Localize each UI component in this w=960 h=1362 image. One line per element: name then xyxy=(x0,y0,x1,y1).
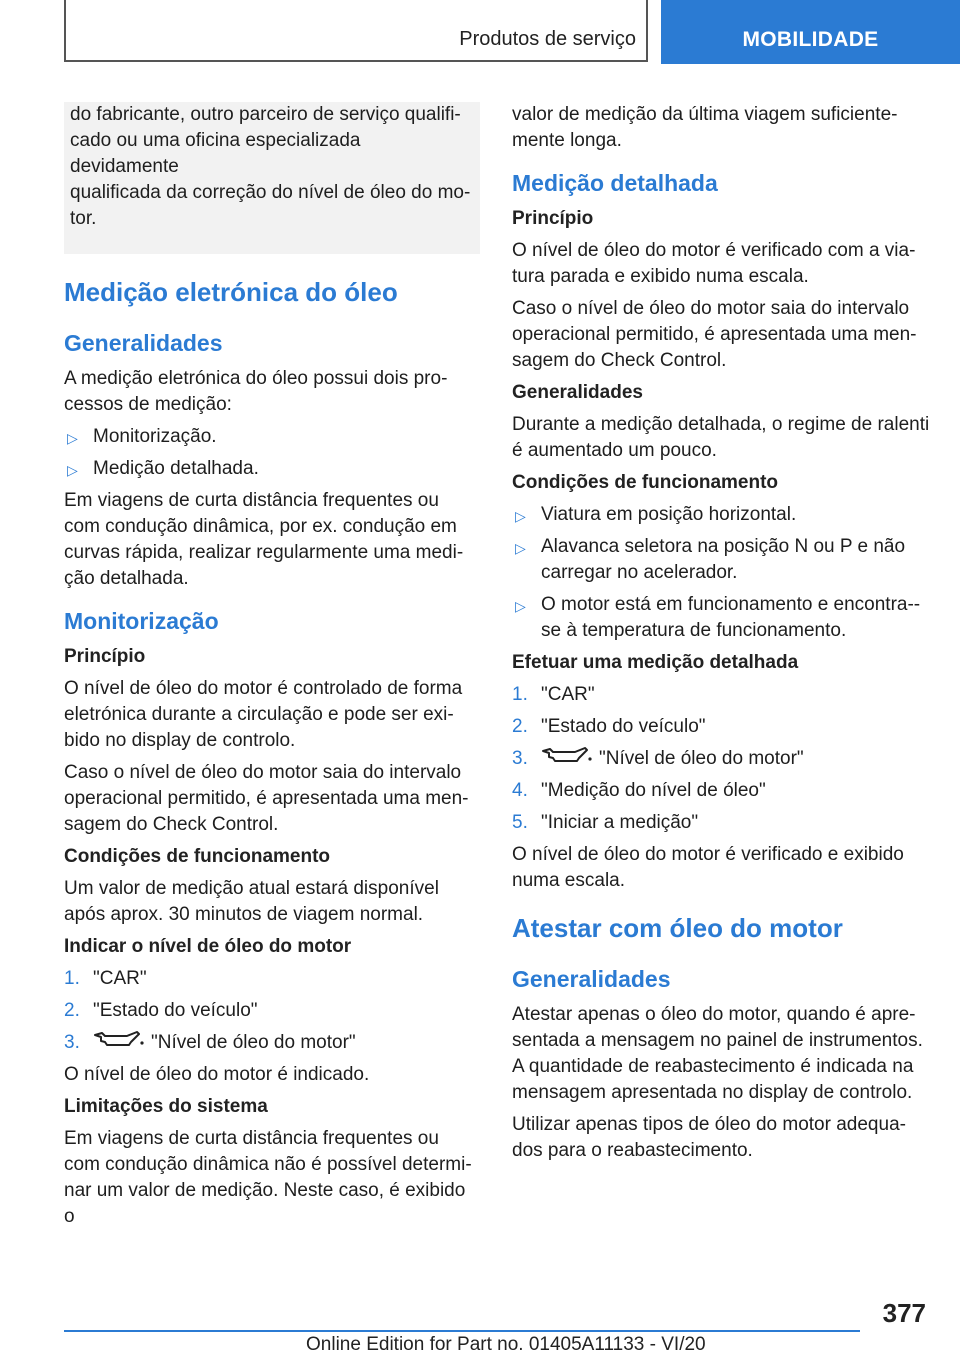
note-box xyxy=(64,102,480,254)
triangle-bullet-icon: ▷ xyxy=(67,462,78,478)
note-line: cado ou uma oficina especializada devidamente xyxy=(70,130,361,177)
page-number: 377 xyxy=(882,1298,926,1328)
bullet-list xyxy=(512,502,932,644)
heading-conditions: Condições de funcionamento xyxy=(512,472,779,493)
oil-can-icon xyxy=(541,746,593,772)
list-item: 2. "Estado do veículo" xyxy=(512,716,706,737)
left-column xyxy=(64,102,480,1236)
note-line: do fabricante, outro parceiro de serviço qualifi- xyxy=(70,104,461,125)
paragraph: A medição eletrónica do óleo possui dois pro-cessos de medição: xyxy=(64,368,448,415)
heading-generalities: Generalidades xyxy=(512,382,643,403)
list-item: ▷ Alavanca seletora na posição N ou P e não carregar no acelerador. xyxy=(515,536,906,583)
paragraph: Em viagens de curta distância frequentes ou com condução dinâmica, por ex. condução em curvas rápida, realizar regularmente uma medi-ção detalhada. xyxy=(64,490,464,589)
paragraph: O nível de óleo do motor é verificado com a via-tura parada e exibido numa escala. xyxy=(512,240,916,287)
list-item: 4. "Medição do nível de óleo" xyxy=(512,780,766,802)
numbered-list xyxy=(64,966,480,1056)
note-line: tor. xyxy=(70,208,97,229)
list-item: ▷ O motor está em funcionamento e encontra--se à temperatura de funcionamento. xyxy=(515,594,921,641)
heading-monitoring: Monitorização xyxy=(64,608,219,634)
paragraph: Em viagens de curta distância frequentes ou com condução dinâmica não é possível determi-nar um valor de medição. Neste caso, é exibido o xyxy=(64,1128,472,1228)
heading-perform-measurement: Efetuar uma medição detalhada xyxy=(512,652,799,673)
paragraph: Caso o nível de óleo do motor saia do intervalo operacional permitido, é apresentada uma men-sagem do Check Control. xyxy=(512,298,917,371)
heading-top-up-oil: Atestar com óleo do motor xyxy=(512,913,843,944)
bullet-list xyxy=(64,424,480,482)
paragraph: Utilizar apenas tipos de óleo do motor adequa-dos para o reabastecimento. xyxy=(512,1114,906,1162)
paragraph: Um valor de medição atual estará disponível após aprox. 30 minutos de viagem normal. xyxy=(64,878,439,925)
paragraph: Caso o nível de óleo do motor saia do intervalo operacional permitido, é apresentada uma men-sagem do Check Control. xyxy=(64,762,469,835)
list-item: 3. "Nível de óleo do motor" xyxy=(64,1030,480,1056)
list-item: ▷ Monitorização. xyxy=(64,424,480,450)
triangle-bullet-icon: ▷ xyxy=(515,540,526,556)
heading-system-limits: Limitações do sistema xyxy=(64,1096,268,1118)
heading-principle: Princípio xyxy=(64,646,146,667)
list-item: ▷ Medição detalhada. xyxy=(64,456,480,482)
header-section-title: Produtos de serviço xyxy=(459,28,636,50)
list-item: ▷ Viatura em posição horizontal. xyxy=(512,502,932,528)
list-item: 5. "Iniciar a medição" xyxy=(512,812,699,834)
heading-conditions: Condições de funcionamento xyxy=(64,846,331,867)
triangle-bullet-icon: ▷ xyxy=(515,598,526,614)
list-item: 1. "CAR" xyxy=(64,968,147,989)
paragraph: O nível de óleo do motor é indicado. xyxy=(64,1064,370,1086)
numbered-list xyxy=(512,682,932,836)
header-chapter-tab[interactable] xyxy=(661,0,960,64)
paragraph: O nível de óleo do motor é controlado de forma eletrónica durante a circulação e pode ser exi-bido no display de controlo. xyxy=(64,678,463,751)
list-item: 3. "Nível de óleo do motor" xyxy=(512,746,932,772)
heading-generalities: Generalidades xyxy=(64,330,223,356)
heading-indicate-oil-level: Indicar o nível de óleo do motor xyxy=(64,936,352,957)
list-item: 2. "Estado do veículo" xyxy=(64,1000,258,1021)
footer-divider xyxy=(64,1330,860,1332)
heading-generalities: Generalidades xyxy=(512,966,671,993)
paragraph: O nível de óleo do motor é verificado e exibido numa escala. xyxy=(512,844,904,892)
right-column xyxy=(512,102,932,1170)
chapter-label: MOBILIDADE xyxy=(742,28,879,51)
paragraph: valor de medição da última viagem suficiente-mente longa. xyxy=(512,104,898,151)
list-item: 1. "CAR" xyxy=(512,684,595,705)
heading-detailed-measurement: Medição detalhada xyxy=(512,170,718,196)
oil-can-icon xyxy=(93,1030,145,1056)
note-line: qualificada da correção do nível de óleo do mo- xyxy=(70,182,471,203)
paragraph: Durante a medição detalhada, o regime de ralenti é aumentado um pouco. xyxy=(512,414,930,461)
footer-edition: Online Edition for Part no. 01405A11133 - VI/20 xyxy=(306,1334,706,1355)
paragraph: Atestar apenas o óleo do motor, quando é apre-sentada a mensagem no painel de instrumentos. A quantidade de reabastecimento é indicada na mensagem apresentada no display de controlo. xyxy=(512,1004,923,1104)
triangle-bullet-icon: ▷ xyxy=(67,430,78,446)
heading-principle: Princípio xyxy=(512,208,594,229)
triangle-bullet-icon: ▷ xyxy=(515,508,526,524)
heading-electronic-oil-measurement: Medição eletrónica do óleo xyxy=(64,277,398,307)
